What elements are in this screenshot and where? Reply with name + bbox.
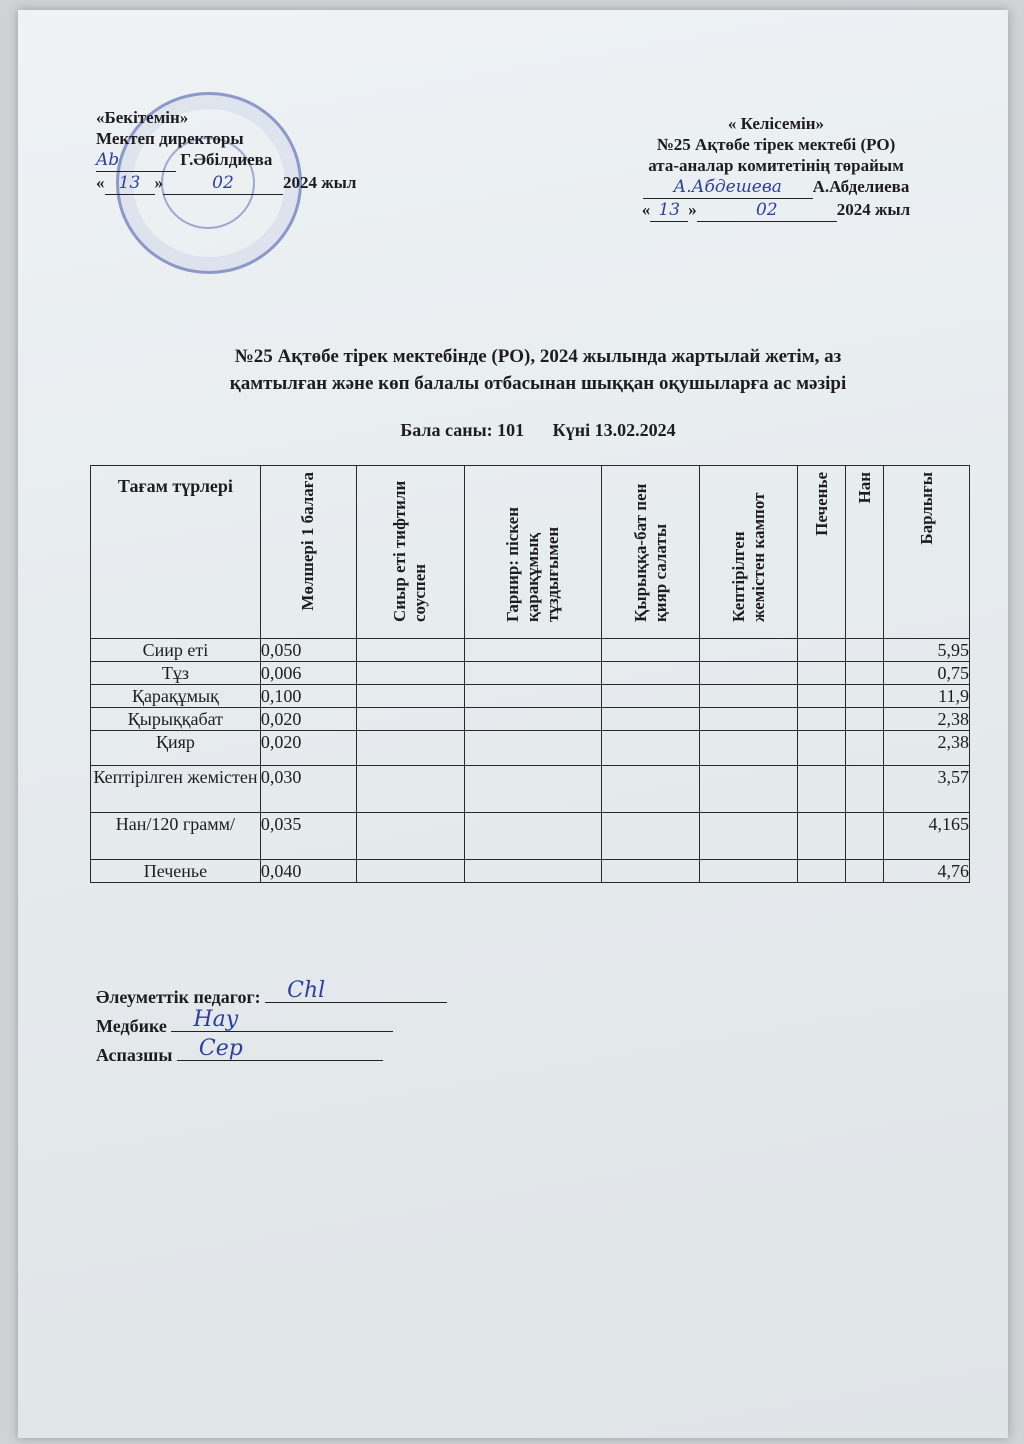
table-row <box>91 685 970 708</box>
table-row <box>91 731 970 766</box>
cell-empty <box>356 731 464 766</box>
approval-name-line <box>96 149 356 172</box>
document-title-line1: №25 Ақтөбе тірек мектебінде (РО), 2024 жылында жартылай жетім, аз <box>234 346 842 367</box>
agree-month: 02 <box>697 199 837 222</box>
signatures-block <box>96 978 447 1070</box>
signature-label: Әлеуметтік педагог: <box>96 987 261 1007</box>
table-row <box>91 639 970 662</box>
cell-empty <box>602 766 700 813</box>
cell-empty <box>356 685 464 708</box>
header-row <box>91 466 970 639</box>
signature-row-cook <box>96 1036 447 1070</box>
signature-row-nurse <box>96 1007 447 1041</box>
approval-date-line: « 13 » 02 2024 жыл <box>96 173 357 193</box>
col-header-cookie: Печенье <box>798 466 846 639</box>
cell-empty <box>700 860 798 883</box>
cell-total: 2,38 <box>884 731 970 766</box>
agree-title: « Келісемін» <box>727 114 825 133</box>
approval-day: 13 <box>105 172 155 195</box>
approval-title: «Бекітемін» <box>96 108 189 127</box>
cell-empty <box>846 685 884 708</box>
cell-empty <box>798 662 846 685</box>
cell-quantity: 0,100 <box>260 685 356 708</box>
cell-total: 4,76 <box>884 860 970 883</box>
cell-empty <box>602 731 700 766</box>
cell-food-name: Нан/120 грамм/ <box>91 813 261 860</box>
cell-food-name: Қарақұмық <box>91 685 261 708</box>
cell-quantity: 0,035 <box>260 813 356 860</box>
col-header-total: Барлығы <box>884 466 970 639</box>
cell-total: 4,165 <box>884 813 970 860</box>
agree-line1: №25 Ақтөбе тірек мектебі (РО) <box>656 135 896 154</box>
document-meta <box>113 420 963 441</box>
cell-empty <box>846 813 884 860</box>
col-header-salad: Қырыққа-бат пен қияр салаты <box>602 466 700 639</box>
cell-empty <box>700 766 798 813</box>
cell-total: 11,9 <box>884 685 970 708</box>
menu-date: Күні 13.02.2024 <box>552 420 676 440</box>
col-header-bread: Нан <box>846 466 884 639</box>
cell-empty <box>356 708 464 731</box>
approval-block-director <box>96 107 356 195</box>
menu-table <box>90 465 970 883</box>
cell-food-name: Тұз <box>91 662 261 685</box>
agree-name-line <box>606 176 946 199</box>
col-header-compote: Кептірілген жемістен кампот <box>700 466 798 639</box>
cell-quantity: 0,020 <box>260 731 356 766</box>
signature-line: Ab <box>96 149 176 172</box>
cell-empty <box>798 766 846 813</box>
cell-empty <box>700 813 798 860</box>
cell-empty <box>700 639 798 662</box>
cell-empty <box>798 813 846 860</box>
cell-empty <box>798 639 846 662</box>
table-row <box>91 662 970 685</box>
cell-total: 5,95 <box>884 639 970 662</box>
table-row <box>91 813 970 860</box>
cell-empty <box>602 860 700 883</box>
col-header-food: Тағам түрлері <box>91 466 261 639</box>
signature-row-pedagogue <box>96 978 447 1012</box>
cell-empty <box>846 766 884 813</box>
cell-empty <box>356 639 464 662</box>
table-row <box>91 766 970 813</box>
cell-quantity: 0,050 <box>260 639 356 662</box>
cell-empty <box>602 685 700 708</box>
cell-empty <box>700 708 798 731</box>
col-header-qty: Мөлшері 1 балаға <box>260 466 356 639</box>
col-header-beef: Сиыр еті тифтили соуспен <box>356 466 464 639</box>
signature-label: Медбике <box>96 1016 167 1036</box>
cell-food-name: Кептірілген жемістен <box>91 766 261 813</box>
cell-empty <box>846 708 884 731</box>
cell-quantity: 0,020 <box>260 708 356 731</box>
cell-empty <box>798 708 846 731</box>
cell-total: 0,75 <box>884 662 970 685</box>
cell-empty <box>846 860 884 883</box>
cell-empty <box>798 685 846 708</box>
agree-date-line: « 13 » 02 2024 жыл <box>641 200 911 220</box>
table-row <box>91 860 970 883</box>
cell-empty <box>464 708 602 731</box>
cell-total: 2,38 <box>884 708 970 731</box>
cell-food-name: Сиир еті <box>91 639 261 662</box>
signature-line: Нау <box>171 1013 393 1032</box>
children-count: Бала саны: 101 <box>400 420 525 440</box>
document-page <box>18 10 1008 1438</box>
cell-empty <box>464 813 602 860</box>
agree-name: А.Абделиева <box>812 177 910 196</box>
cell-empty <box>700 685 798 708</box>
cell-empty <box>356 766 464 813</box>
cell-empty <box>700 731 798 766</box>
approval-name: Г.Әбілдиева <box>180 150 273 169</box>
cell-empty <box>464 685 602 708</box>
cell-empty <box>464 860 602 883</box>
agree-day: 13 <box>650 199 688 222</box>
cell-empty <box>846 639 884 662</box>
cell-food-name: Қырыққабат <box>91 708 261 731</box>
document-title-line2: қамтылған және көп балалы отбасынан шыққан оқушыларға ас мәзірі <box>229 373 847 394</box>
cell-empty <box>602 662 700 685</box>
cell-empty <box>356 813 464 860</box>
cell-empty <box>464 731 602 766</box>
approval-block-committee <box>606 113 946 222</box>
cell-empty <box>798 731 846 766</box>
cell-empty <box>464 639 602 662</box>
agree-year: 2024 жыл <box>836 200 911 219</box>
col-header-garnish: Гарнир: піскен қарақұмық тұздығымен <box>464 466 602 639</box>
cell-empty <box>464 766 602 813</box>
cell-empty <box>602 813 700 860</box>
cell-quantity: 0,030 <box>260 766 356 813</box>
approval-role: Мектеп директоры <box>96 129 244 148</box>
cell-food-name: Қияр <box>91 731 261 766</box>
cell-empty <box>846 731 884 766</box>
agree-line2: ата-аналар комитетінің төрайым <box>648 156 904 175</box>
approval-year: 2024 жыл <box>283 173 357 192</box>
signature-line: А.Абдешева <box>643 176 813 199</box>
cell-quantity: 0,006 <box>260 662 356 685</box>
approval-month: 02 <box>163 172 283 195</box>
menu-table-body <box>91 639 970 883</box>
cell-empty <box>700 662 798 685</box>
cell-empty <box>602 639 700 662</box>
cell-total: 3,57 <box>884 766 970 813</box>
signature-line: Сер <box>177 1042 383 1061</box>
cell-empty <box>602 708 700 731</box>
cell-empty <box>798 860 846 883</box>
cell-empty <box>356 860 464 883</box>
cell-food-name: Печенье <box>91 860 261 883</box>
table-row <box>91 708 970 731</box>
signature-line: Сhl <box>265 984 447 1003</box>
cell-empty <box>356 662 464 685</box>
document-title <box>113 343 963 397</box>
cell-quantity: 0,040 <box>260 860 356 883</box>
cell-empty <box>464 662 602 685</box>
signature-label: Аспазшы <box>96 1045 173 1065</box>
cell-empty <box>846 662 884 685</box>
